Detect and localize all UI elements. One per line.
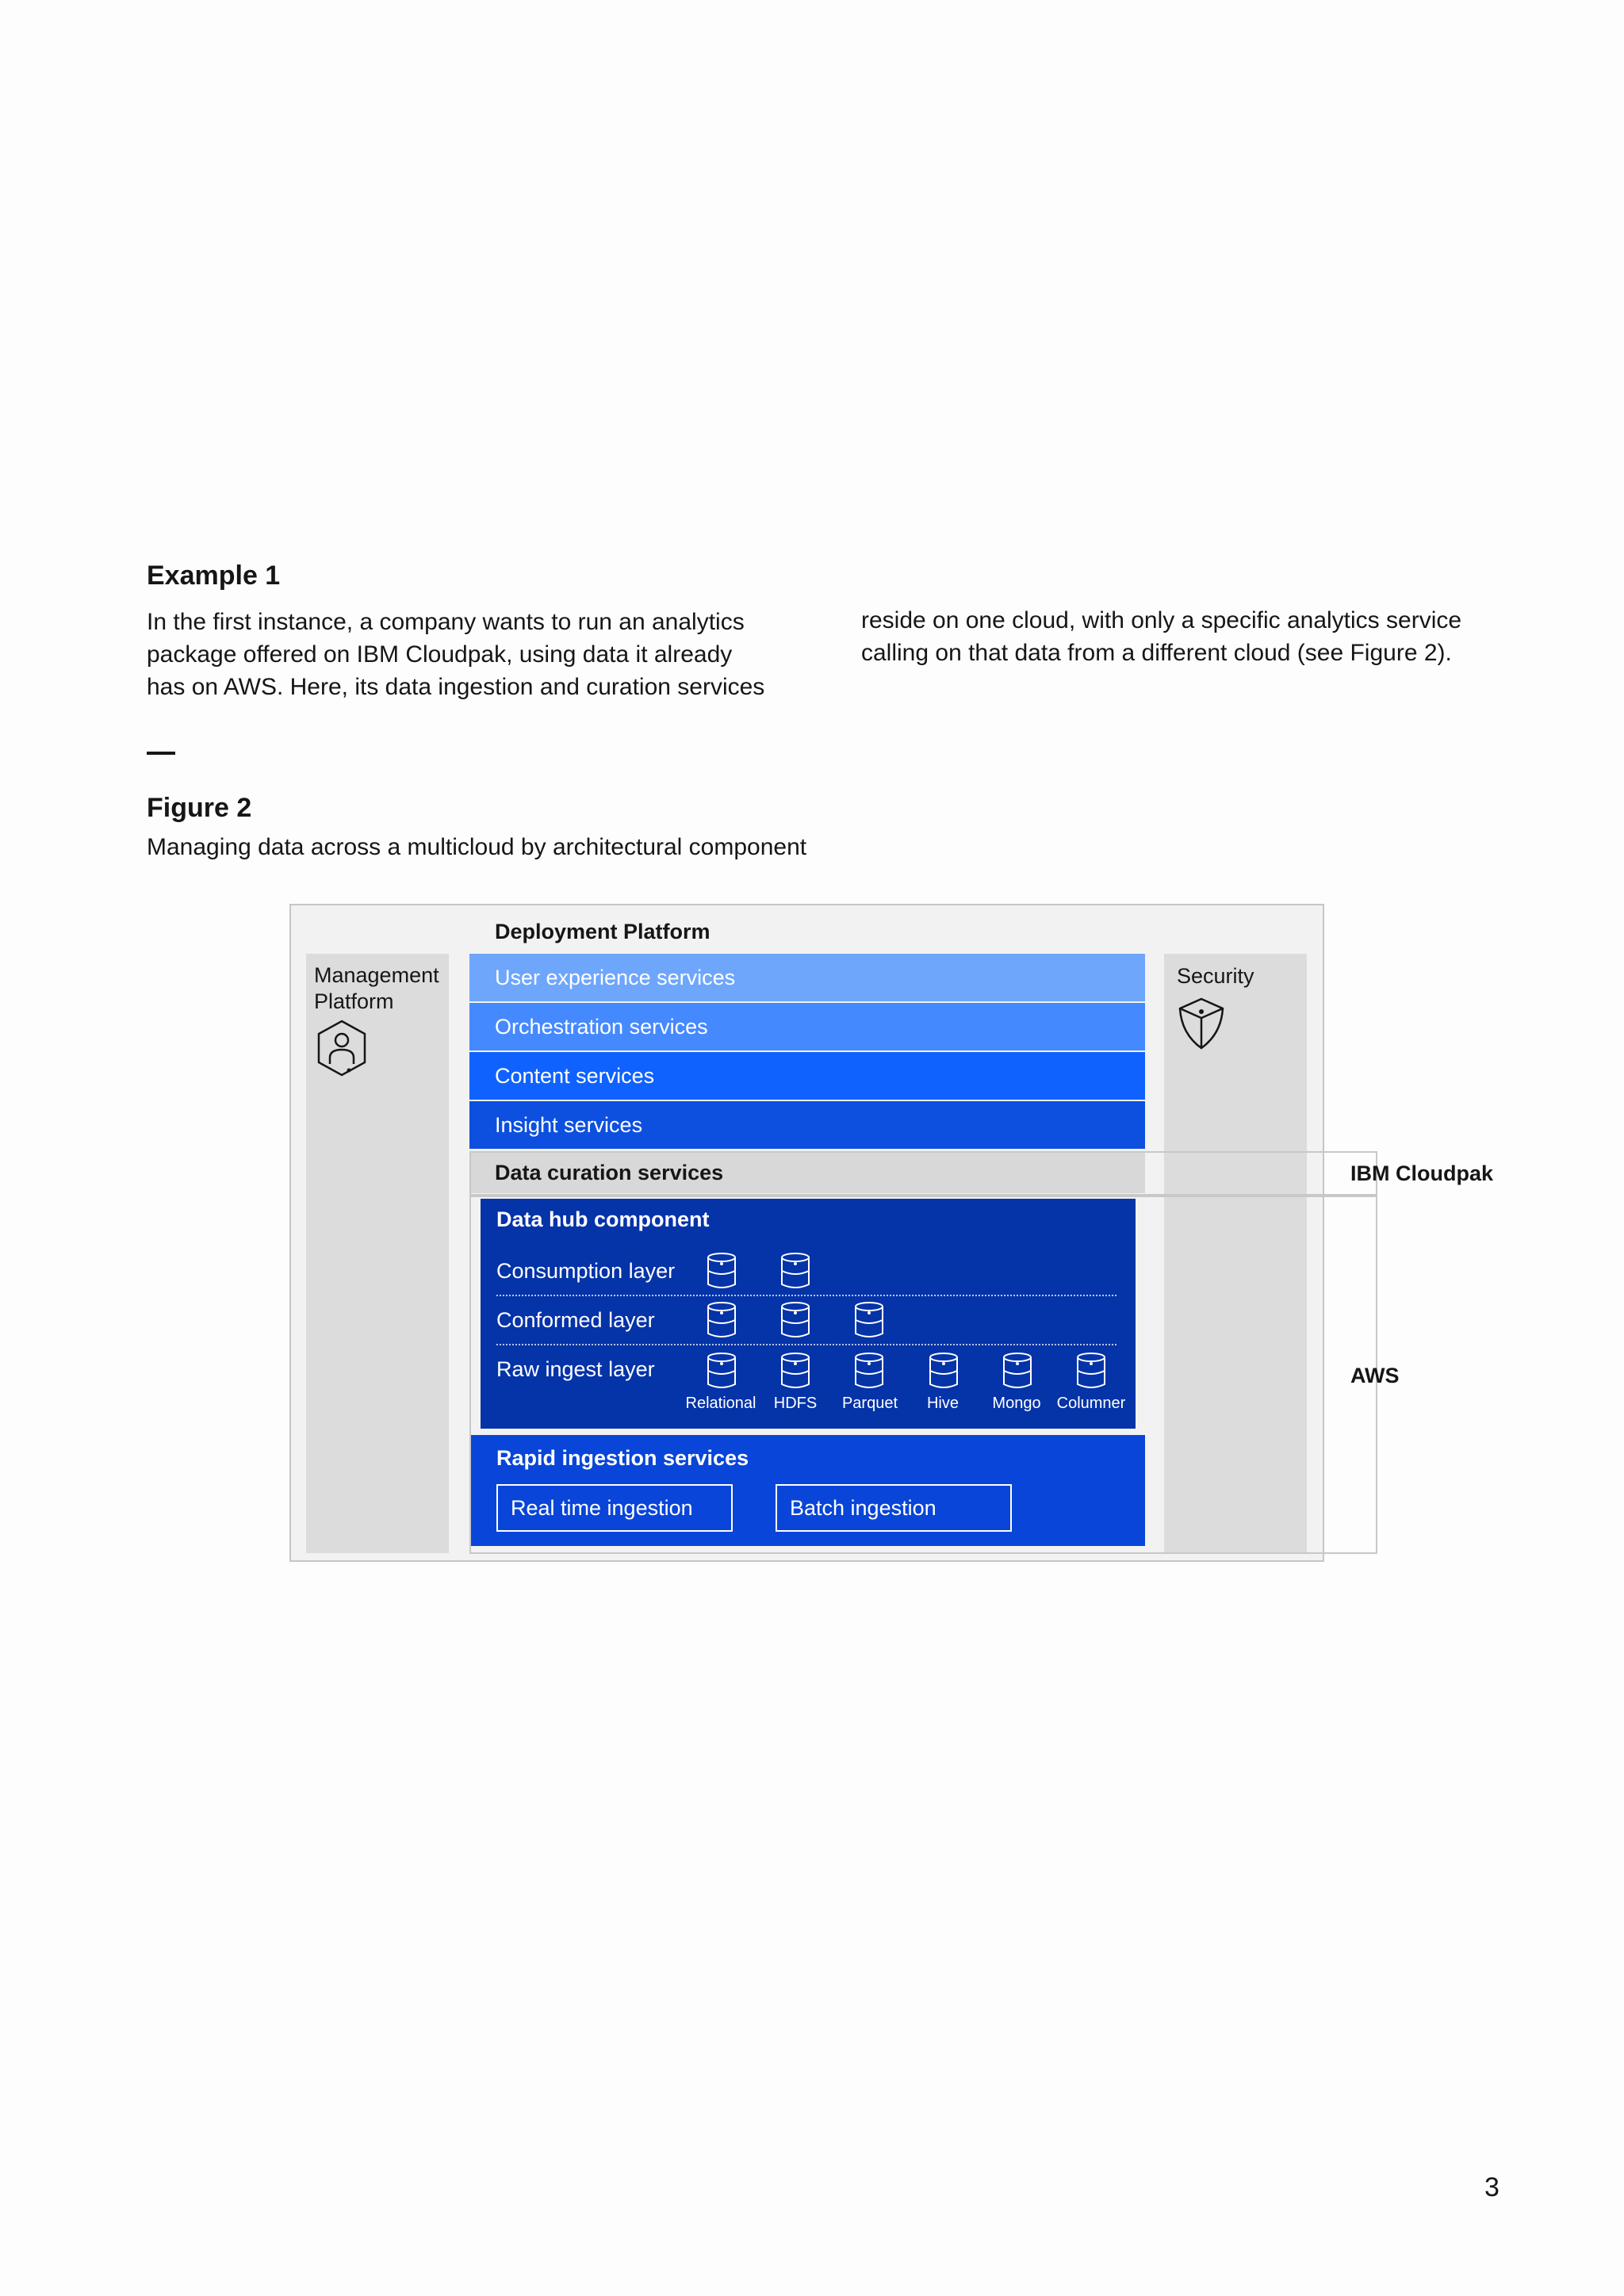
security-shield-icon	[1175, 996, 1228, 1051]
section-dash	[147, 752, 175, 755]
figure-label: Figure 2	[147, 793, 252, 823]
store-label-hive: Hive	[926, 1395, 959, 1412]
intro-paragraph-right: reside on one cloud, with only a specific analytics service calling on that data from a different cloud (see Figure 2).	[861, 607, 1462, 666]
ibm-cloudpak-boundary	[469, 1151, 1377, 1196]
store-label-relational: Relational	[685, 1395, 756, 1412]
data-hub-title: Data hub component	[496, 1207, 710, 1231]
ibm-cloudpak-label: IBM Cloudpak	[1350, 1161, 1493, 1185]
insight-services-band: Insight services	[469, 1101, 1145, 1149]
batch-ingestion-box: Batch ingestion	[776, 1484, 1012, 1532]
security-label: Security	[1177, 964, 1254, 988]
orchestration-services-band: Orchestration services	[469, 1003, 1145, 1050]
data-curation-services-band: Data curation services	[469, 1152, 1145, 1193]
deployment-platform-title: Deployment Platform	[495, 920, 710, 943]
figure-caption: Managing data across a multicloud by architectural component	[147, 834, 807, 860]
example-heading: Example 1	[147, 561, 281, 591]
store-label-hdfs: HDFS	[773, 1395, 818, 1412]
real-time-ingestion-box: Real time ingestion	[496, 1484, 733, 1532]
intro-paragraph-left: In the first instance, a company wants to run an analytics package offered on IBM Cloudpak, using data it already has on AWS. Here, its data ingestion and curation services	[147, 609, 765, 700]
store-label-columner: Columner	[1056, 1395, 1126, 1412]
aws-label: AWS	[1350, 1364, 1400, 1387]
raw-ingest-layer-label: Raw ingest layer	[496, 1357, 655, 1381]
content-services-band: Content services	[469, 1052, 1145, 1100]
management-platform-label: Management Platform	[314, 963, 439, 1013]
store-label-parquet: Parquet	[841, 1395, 898, 1412]
consumption-layer-label: Consumption layer	[496, 1259, 676, 1283]
conformed-layer-label: Conformed layer	[496, 1308, 655, 1332]
user-experience-services-band: User experience services	[469, 954, 1145, 1001]
aws-boundary	[469, 1196, 1377, 1554]
rapid-ingestion-title: Rapid ingestion services	[496, 1446, 749, 1470]
user-hexagon-icon	[314, 1018, 370, 1078]
page-number: 3	[1484, 2172, 1500, 2202]
store-label-mongo: Mongo	[992, 1395, 1041, 1412]
